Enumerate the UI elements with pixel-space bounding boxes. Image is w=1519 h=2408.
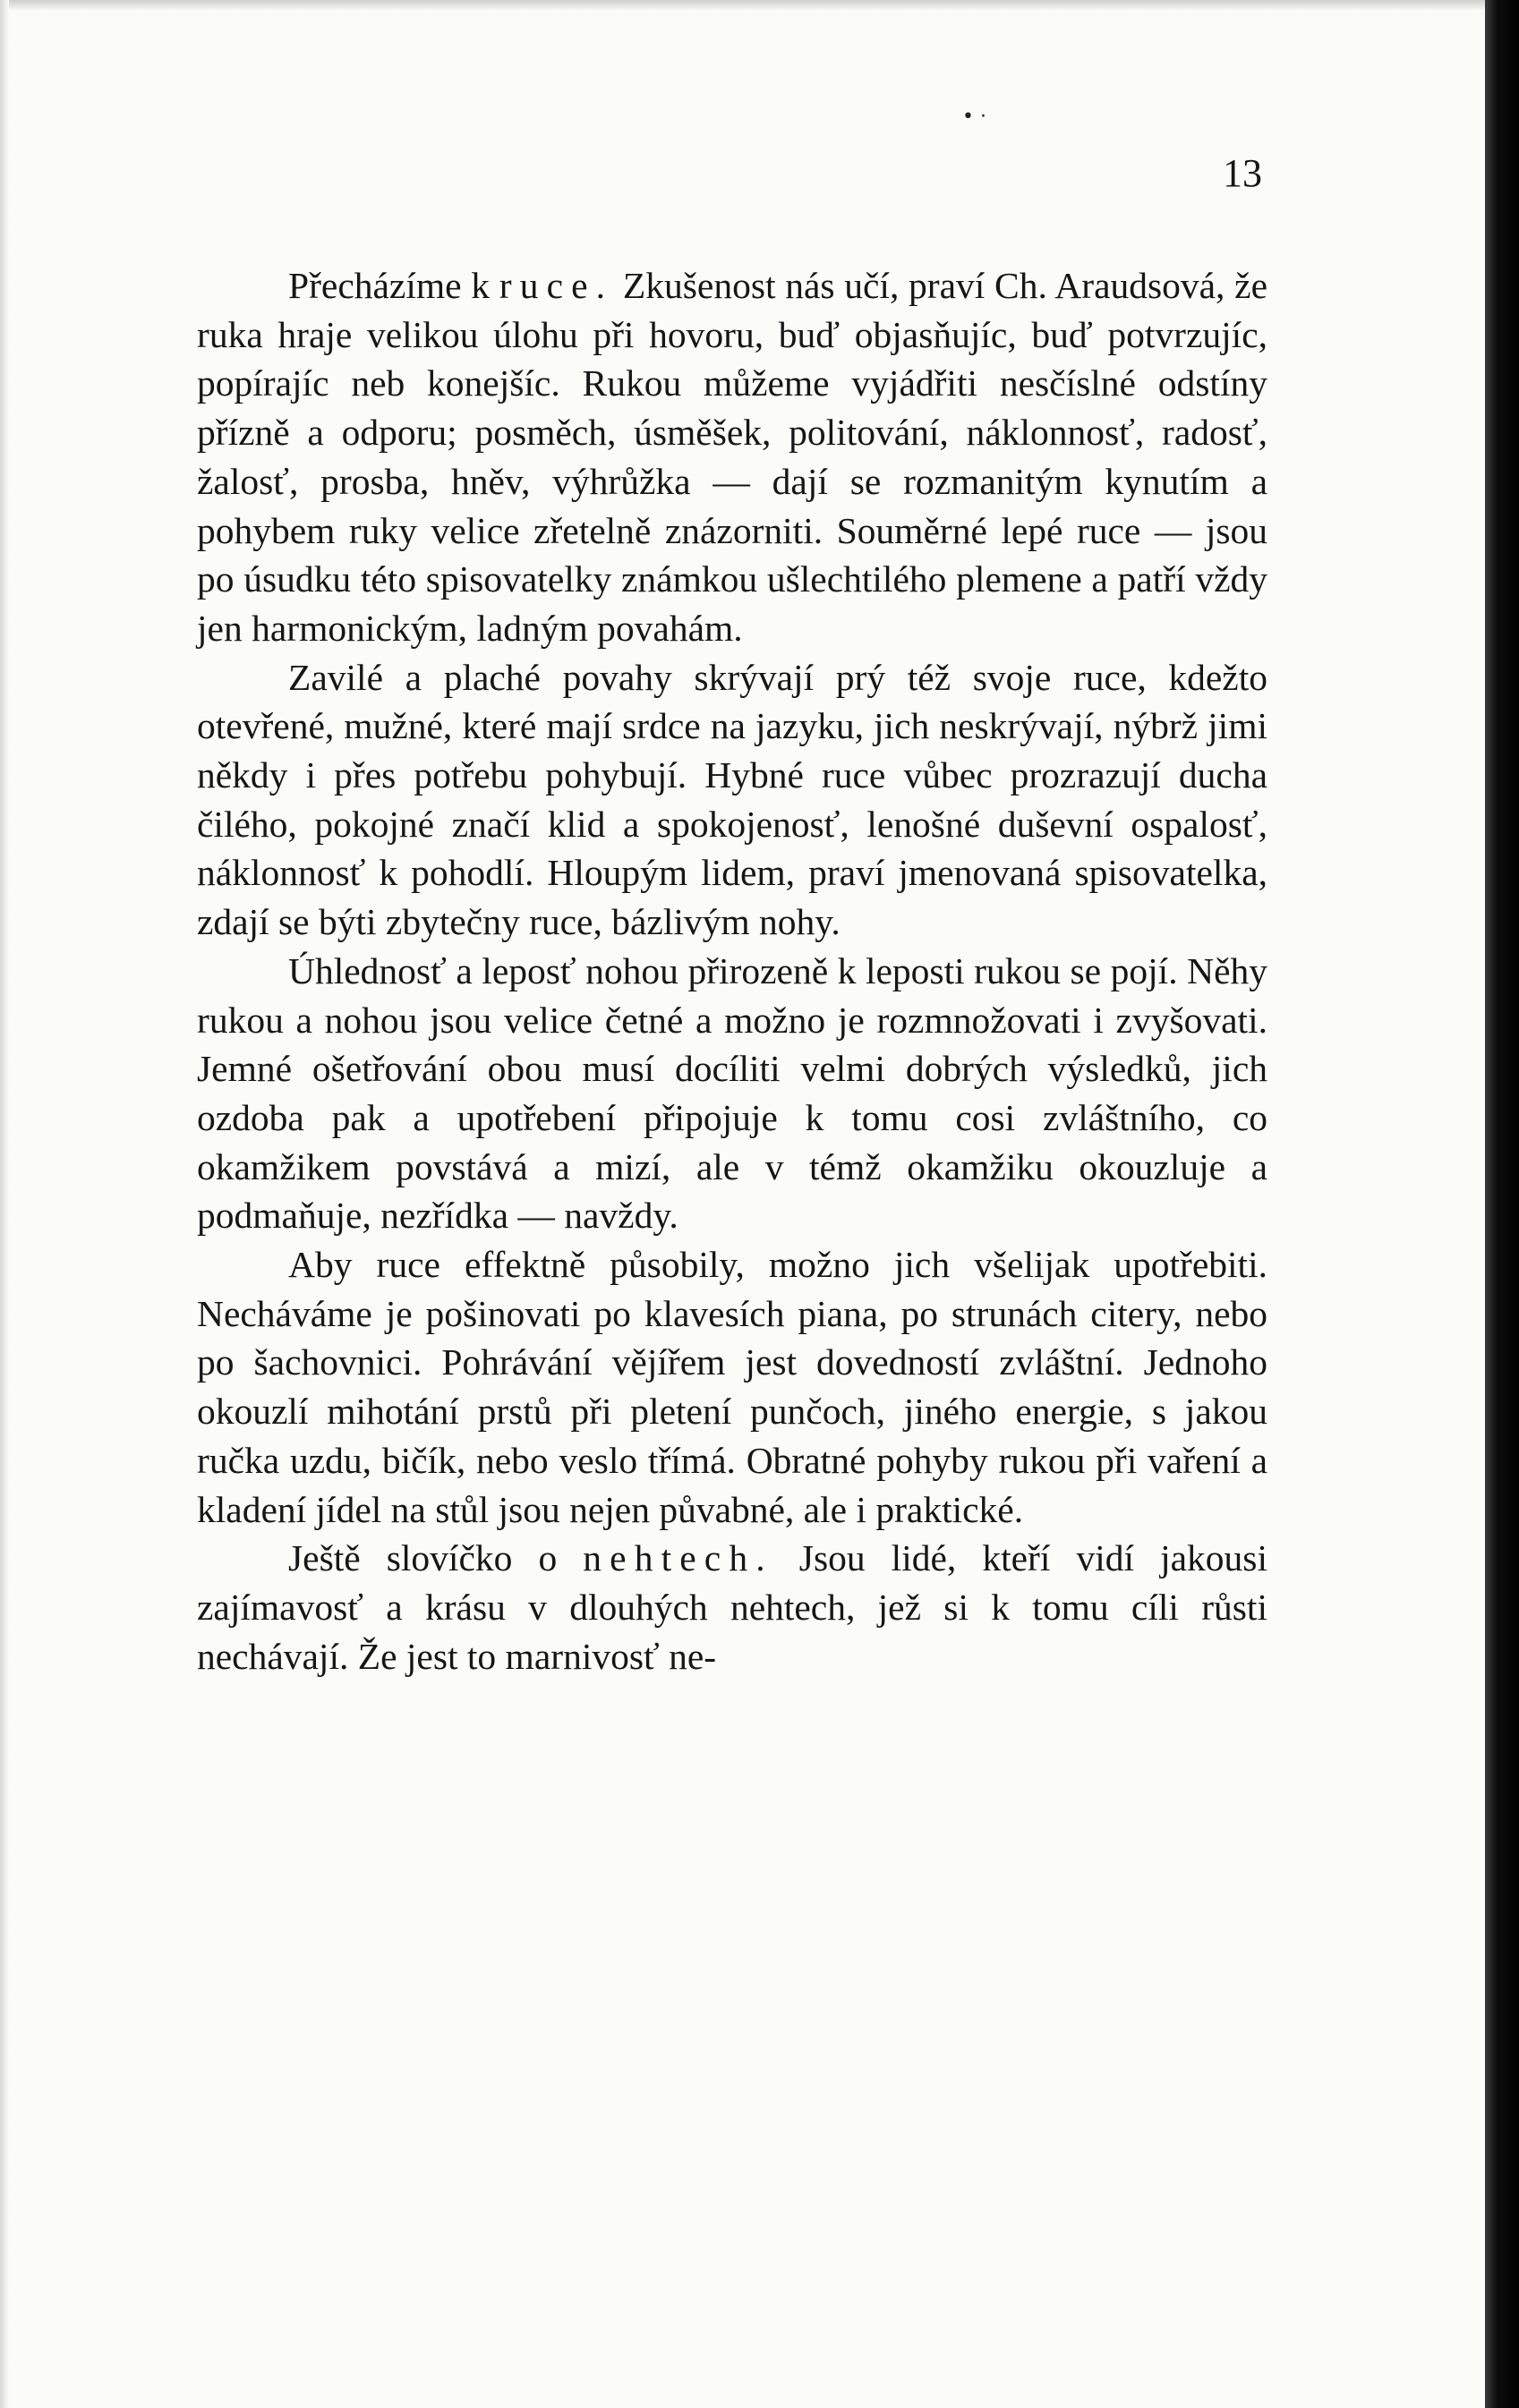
page-edge-left: [0, 0, 9, 2408]
print-ornament: • ·: [962, 106, 986, 128]
paragraph-3: Úhlednosť a leposť nohou přirozeně k leposti rukou se pojí. Něhy rukou a nohou jsou velice četné a možno je rozmnožovati i zvyšovati. Jemné ošetřování obou musí docíliti velmi dobrých výsledků, jich ozdoba pak a upotřebení připojuje k tomu cosi zvláštního, co okamžikem povstává a mizí, ale v témž okamžiku okouzluje a podmaňuje, nezřídka — navždy.: [197, 949, 1267, 1237]
paragraph-5-rest: Jsou lidé, kteří vidí jakousi zajímavosť a krásu v dlouhých nehtech, jež si k tomu cíli růsti nechávají. Že jest to marnivosť ne-: [197, 1537, 1267, 1677]
paragraph-1-rest: Zkušenost nás učí, praví Ch. Araudsová, že ruka hraje velikou úlohu při hovoru, buď objasňujíc, buď potvrzujíc, popírajíc neb konejšíc. Rukou můžeme vyjádřiti nesčíslné odstíny přízně a odporu; posměch, úsměšek, politování, náklonnosť, radosť, žalosť, prosba, hněv, výhrůžka — dají se rozmanitým kynutím a pohybem ruky velice zřetelně znázorniti. Souměrné lepé ruce — jsou po úsudku této spisovatelky známkou ušlechtilého plemene a patří vždy jen harmonickým, ladným povahám.: [197, 265, 1267, 649]
emphasis-nehtech: nehtech.: [583, 1537, 773, 1579]
paragraph-5: [197, 1534, 1267, 1680]
body-text: [197, 261, 1267, 1680]
paragraph-2: Zavilé a plaché povahy skrývají prý též svoje ruce, kdežto otevřené, mužné, které mají srdce na jazyku, jich neskrývají, nýbrž jimi někdy i přes potřebu pohybují. Hybné ruce vůbec prozrazují ducha čilého, pokojné značí klid a spokojenosť, lenošné duševní ospalosť, náklonnosť k pohodlí. Hloupým lidem, praví jmenovaná spisovatelka, zdají se býti zbytečny ruce, bázlivým nohy.: [197, 656, 1267, 943]
paragraph-4: Aby ruce effektně působily, možno jich všelijak upotřebiti. Necháváme je pošinovati po klavesích piana, po strunách citery, nebo po šachovnici. Pohrávání vějířem jest dovedností zvláštní. Jednoho okouzlí mihotání prstů při pletení punčoch, jiného energie, s jakou ručka uzdu, bičík, nebo veslo třímá. Obratné pohyby rukou při vaření a kladení jídel na stůl jsou nejen půvabné, ale i praktické.: [197, 1244, 1267, 1530]
page-number: 13: [1223, 151, 1262, 195]
paragraph-1: [197, 261, 1267, 653]
paragraph-1-lead: Přecházíme k: [288, 265, 499, 306]
paragraph-5-lead: Ještě slovíčko o: [288, 1537, 584, 1579]
page-edge-right: [1485, 0, 1519, 2408]
page-edge-top: [0, 0, 1519, 11]
emphasis-ruce: ruce.: [499, 265, 614, 306]
